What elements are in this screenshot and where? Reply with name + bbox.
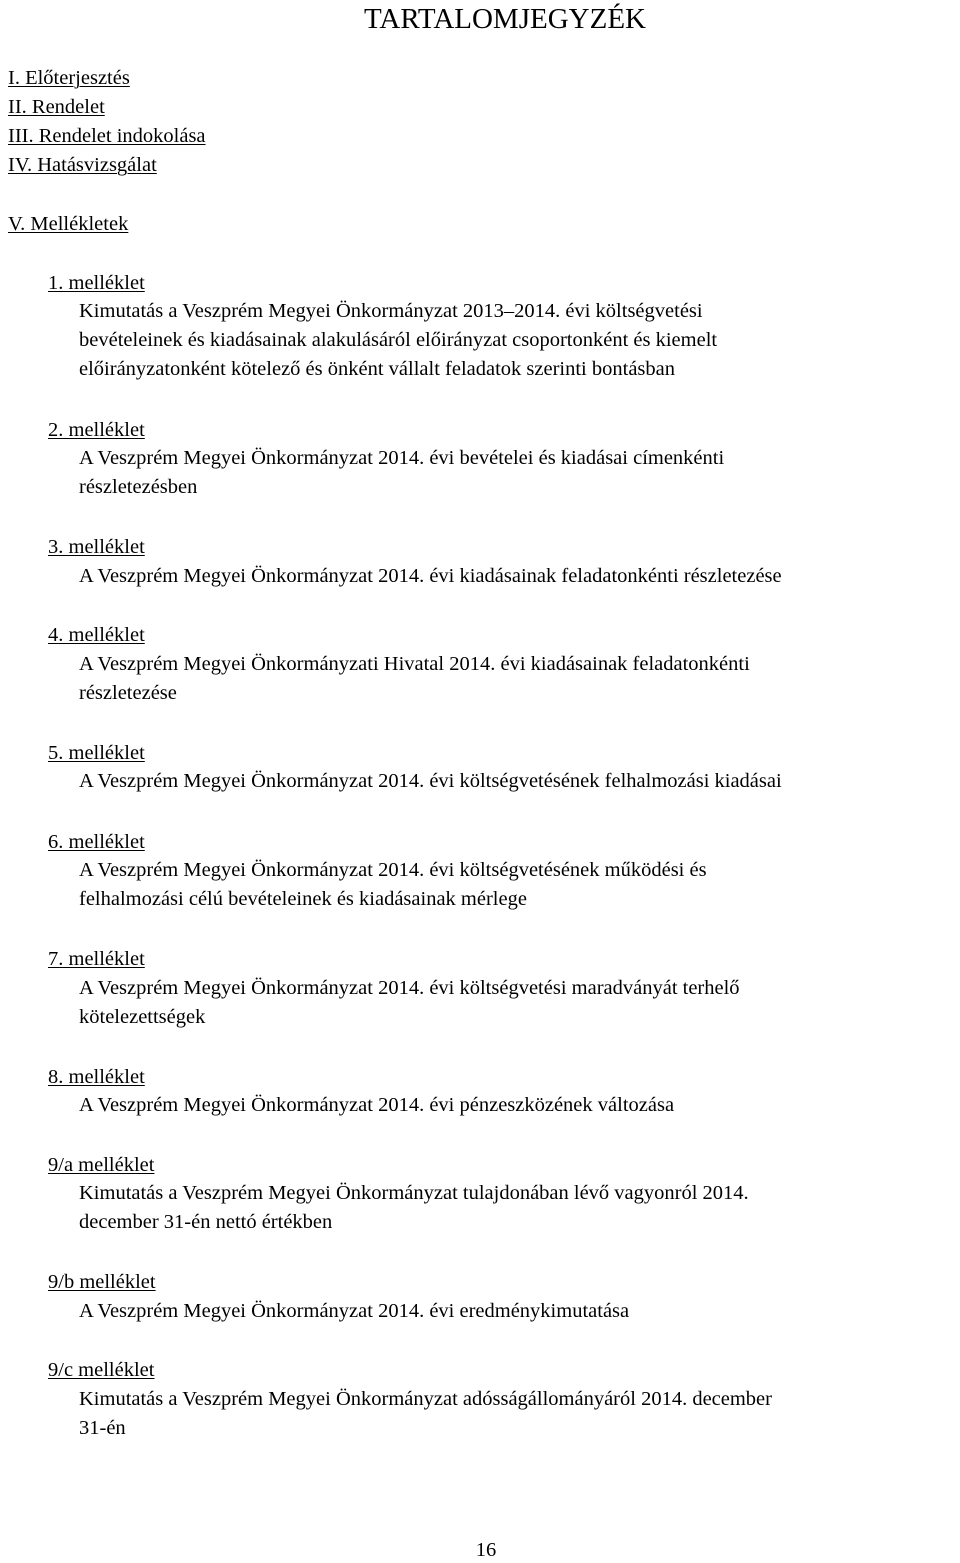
toc-link-annex-8[interactable]: 8. melléklet (48, 1066, 145, 1088)
toc-link-eloterjesztes[interactable]: I. Előterjesztés (8, 67, 130, 89)
toc-link-annex-6[interactable]: 6. melléklet (48, 831, 145, 853)
toc-link-annex-4[interactable]: 4. melléklet (48, 624, 145, 646)
annex-2-description-line-2: részletezésben (79, 476, 198, 498)
toc-link-rendelet-indokolasa[interactable]: III. Rendelet indokolása (8, 125, 206, 147)
toc-link-annex-9c[interactable]: 9/c melléklet (48, 1359, 155, 1381)
annex-9a-description-line-1: Kimutatás a Veszprém Megyei Önkormányzat tulajdonában lévő vagyonról 2014. (79, 1182, 749, 1204)
toc-link-annex-1[interactable]: 1. melléklet (48, 272, 145, 294)
toc-link-mellekletek[interactable]: V. Mellékletek (8, 213, 129, 235)
toc-link-rendelet[interactable]: II. Rendelet (8, 96, 105, 118)
annex-4-description-line-1: A Veszprém Megyei Önkormányzati Hivatal 2014. évi kiadásainak feladatonkénti (79, 653, 750, 675)
annex-2-description-line-1: A Veszprém Megyei Önkormányzat 2014. évi bevételei és kiadásai címenkénti (79, 447, 725, 469)
toc-link-annex-2[interactable]: 2. melléklet (48, 419, 145, 441)
annex-6-description-line-2: felhalmozási célú bevételeinek és kiadásainak mérlege (79, 888, 527, 910)
annex-1-description-line-3: előirányzatonként kötelező és önként vállalt feladatok szerinti bontásban (79, 358, 675, 380)
annex-9b-description-line-1: A Veszprém Megyei Önkormányzat 2014. évi eredménykimutatása (79, 1300, 630, 1322)
toc-link-annex-5[interactable]: 5. melléklet (48, 742, 145, 764)
annex-7-description-line-1: A Veszprém Megyei Önkormányzat 2014. évi költségvetési maradványát terhelő (79, 977, 740, 999)
toc-link-annex-9a[interactable]: 9/a melléklet (48, 1154, 155, 1176)
annex-1-description-line-1: Kimutatás a Veszprém Megyei Önkormányzat 2013–2014. évi költségvetési (79, 300, 703, 322)
annex-9a-description-line-2: december 31-én nettó értékben (79, 1211, 333, 1233)
annex-9c-description-line-2: 31-én (79, 1417, 126, 1439)
annex-3-description-line-1: A Veszprém Megyei Önkormányzat 2014. évi kiadásainak feladatonkénti részletezése (79, 565, 782, 587)
annex-1-description-line-2: bevételeinek és kiadásainak alakulásáról előirányzat csoportonként és kiemelt (79, 329, 718, 351)
annex-8-description-line-1: A Veszprém Megyei Önkormányzat 2014. évi pénzeszközének változása (79, 1094, 675, 1116)
toc-link-annex-9b[interactable]: 9/b melléklet (48, 1271, 156, 1293)
annex-7-description-line-2: kötelezettségek (79, 1006, 206, 1028)
toc-link-hatasvizsgalat[interactable]: IV. Hatásvizsgálat (8, 154, 157, 176)
toc-link-annex-3[interactable]: 3. melléklet (48, 536, 145, 558)
toc-link-annex-7[interactable]: 7. melléklet (48, 948, 145, 970)
annex-6-description-line-1: A Veszprém Megyei Önkormányzat 2014. évi költségvetésének működési és (79, 859, 707, 881)
annex-4-description-line-2: részletezése (79, 682, 177, 704)
page-title: TARTALOMJEGYZÉK (364, 3, 646, 35)
annex-5-description-line-1: A Veszprém Megyei Önkormányzat 2014. évi költségvetésének felhalmozási kiadásai (79, 770, 782, 792)
annex-9c-description-line-1: Kimutatás a Veszprém Megyei Önkormányzat adósságállományáról 2014. december (79, 1388, 772, 1410)
page-number: 16 (475, 1539, 497, 1561)
